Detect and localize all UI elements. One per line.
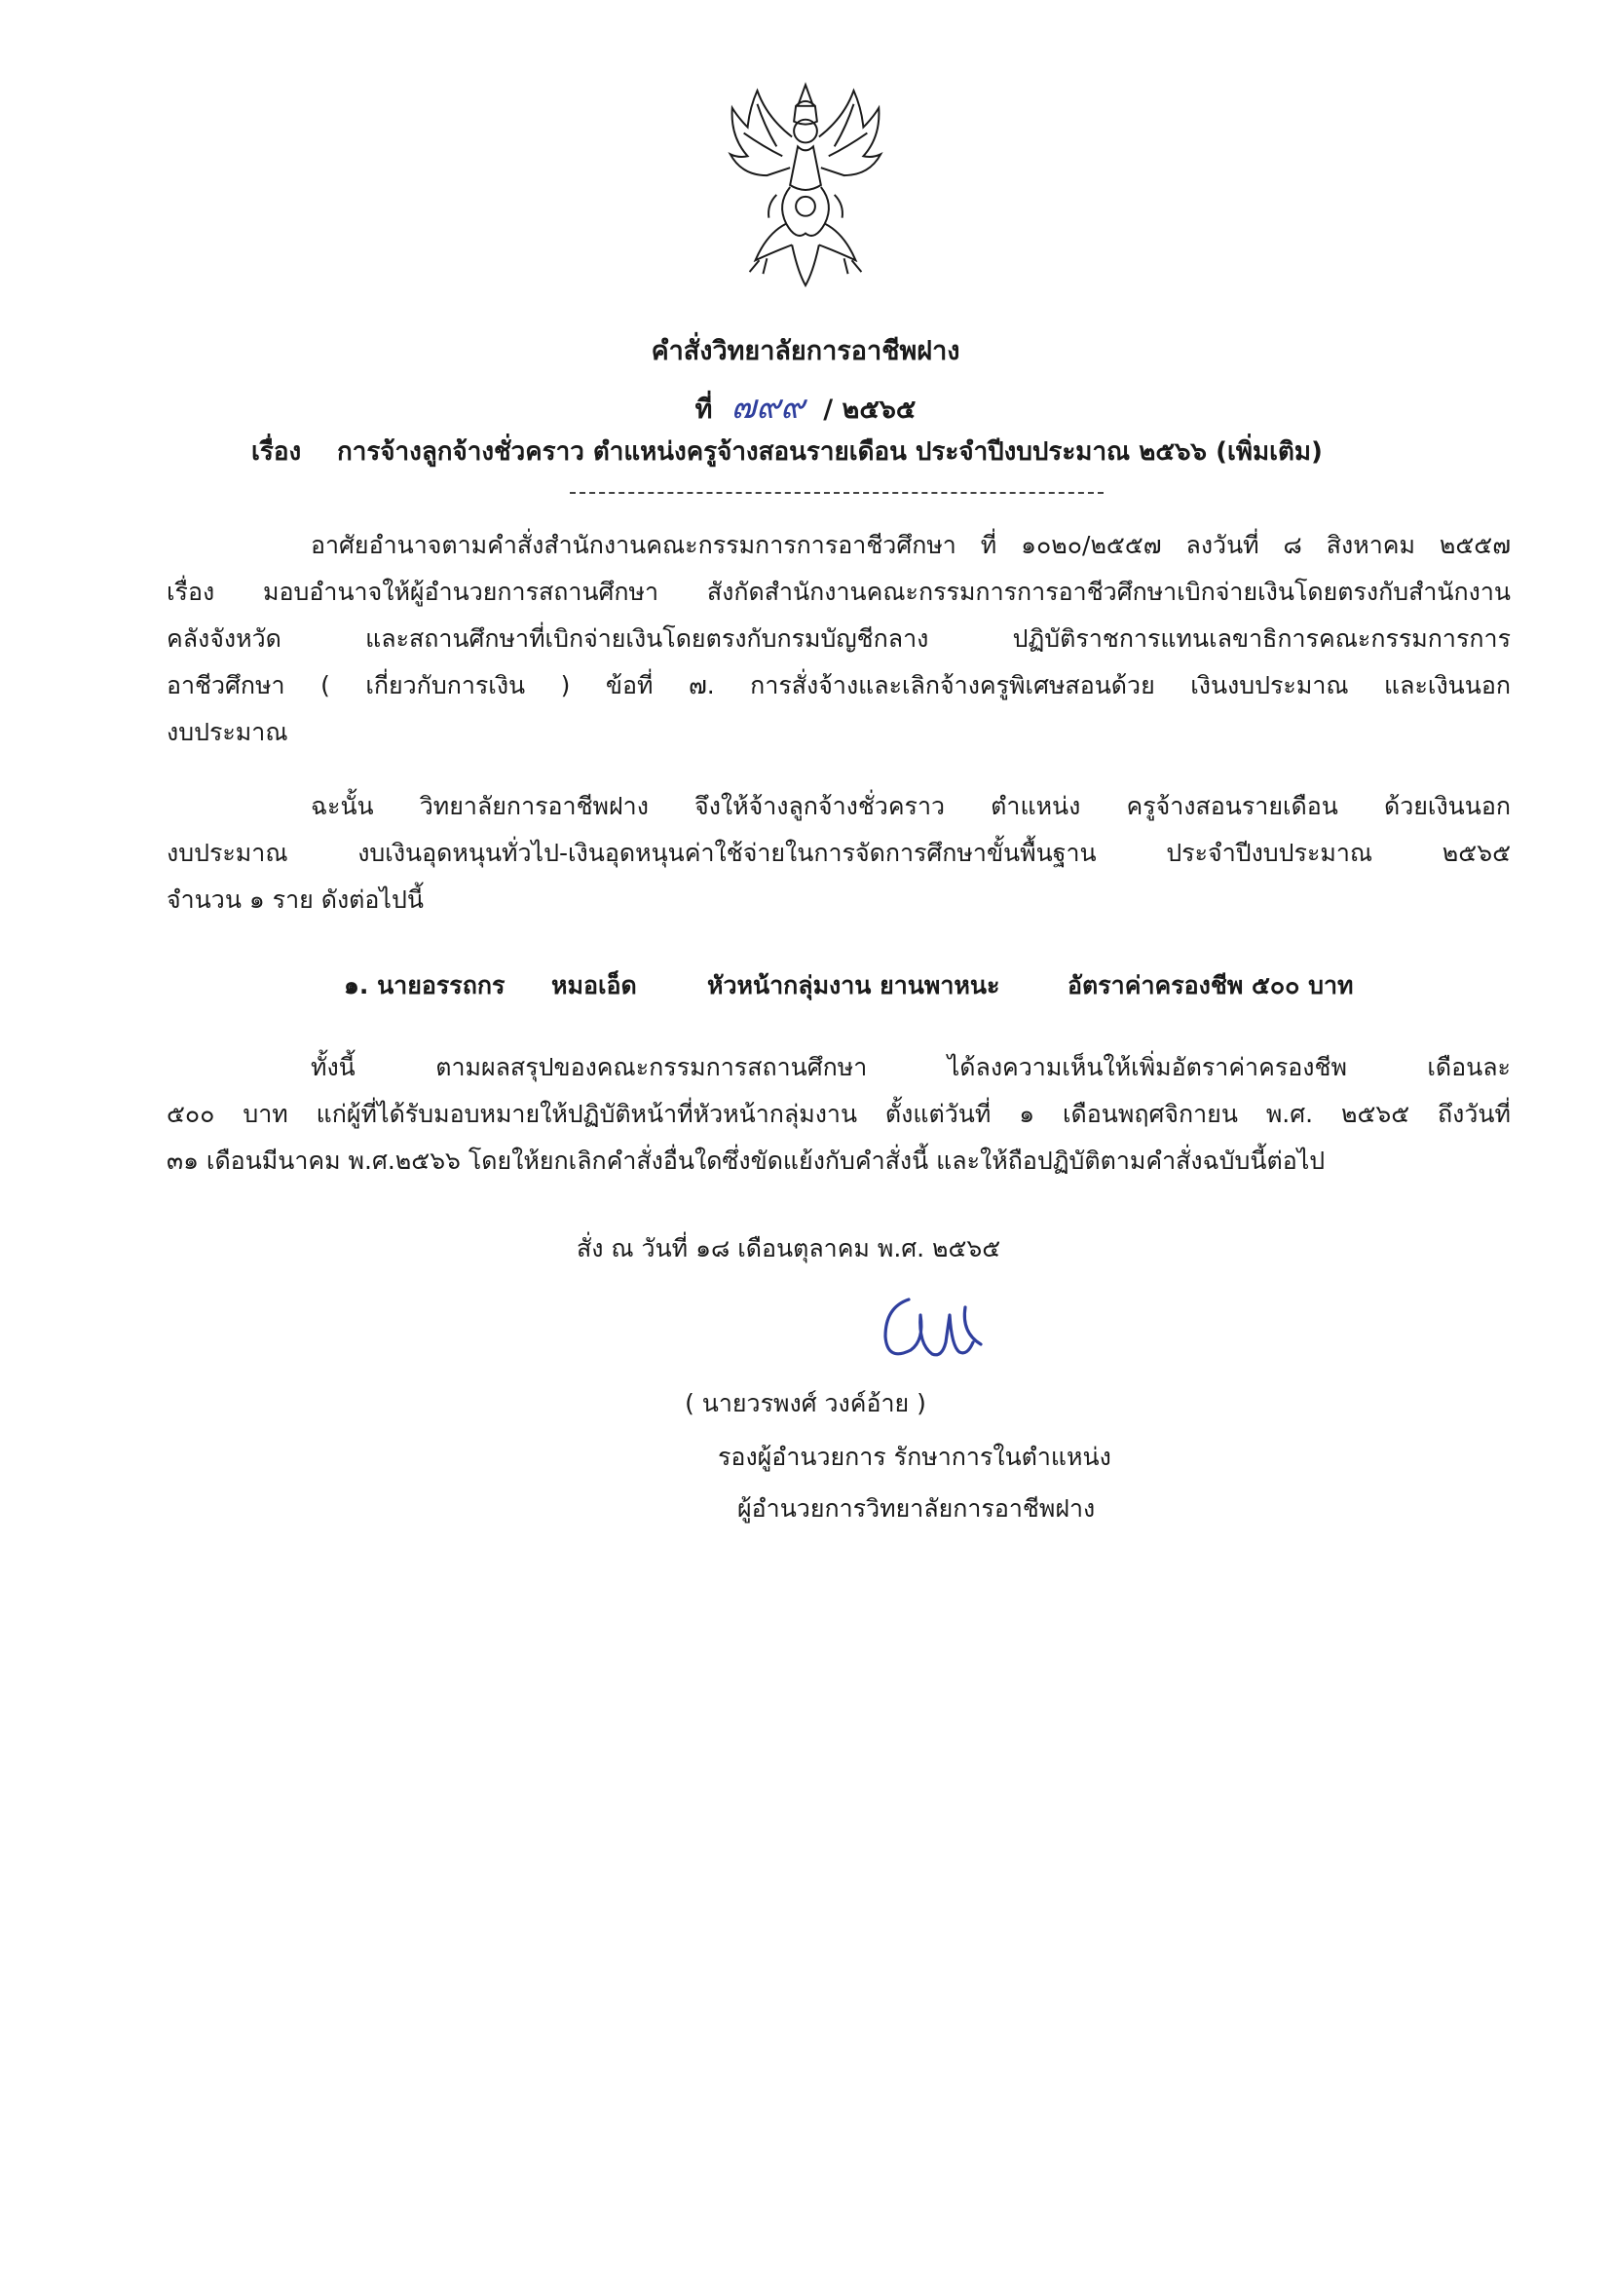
signatory-name: ( นายวรพงศ์ วงค์อ้าย ) bbox=[685, 1389, 926, 1417]
paragraph-line: งบประมาณ bbox=[167, 718, 288, 746]
employee-name: ๑. นายอรรถกร bbox=[344, 971, 506, 999]
paragraph-line: อาชีวศึกษา ( เกี่ยวกับการเงิน ) ข้อที่ ๗. การสั่งจ้างและเลิกจ้างครูพิเศษสอนด้วย เงินงบประมาณ และเงินนอก bbox=[167, 671, 1511, 699]
paragraph-line: ๕๐๐ บาท แก่ผู้ที่ได้รับมอบหมายให้ปฏิบัติหน้าที่หัวหน้ากลุ่มงาน ตั้งแต่วันที่ ๑ เดือนพฤศจิกายน พ.ศ. ๒๕๖๕ ถึงวันที่ bbox=[167, 1100, 1511, 1128]
signatory-position-line2: ผู้อำนวยการวิทยาลัยการอาชีพฝาง bbox=[737, 1494, 1096, 1523]
divider-line bbox=[570, 492, 1104, 494]
handwritten-signature bbox=[872, 1286, 998, 1374]
subject-line bbox=[251, 432, 1323, 471]
number-prefix: ที่ bbox=[694, 395, 713, 425]
paragraph-line: งบประมาณ งบเงินอุดหนุนทั่วไป-เงินอุดหนุนค่าใช้จ่ายในการจัดการศึกษาขั้นพื้นฐาน ประจำปีงบประมาณ ๒๕๖๕ bbox=[167, 839, 1511, 867]
paragraph-authority bbox=[167, 522, 1511, 756]
employee-surname: หมอเอ็ด bbox=[551, 971, 637, 999]
paragraph-line: จำนวน ๑ ราย ดังต่อไปนี้ bbox=[167, 885, 424, 914]
employee-position: หัวหน้ากลุ่มงาน ยานพาหนะ bbox=[707, 971, 1000, 999]
paragraph-hiring bbox=[167, 783, 1511, 923]
order-title: คำสั่งวิทยาลัยการอาชีพฝาง bbox=[651, 336, 960, 366]
subject-text: การจ้างลูกจ้างชั่วคราว ตำแหน่งครูจ้างสอนรายเดือน ประจำปีงบประมาณ ๒๕๖๖ (เพิ่มเติม) bbox=[337, 437, 1323, 467]
garuda-emblem bbox=[709, 78, 902, 292]
paragraph-resolution bbox=[167, 1044, 1511, 1185]
subject-label: เรื่อง bbox=[251, 437, 302, 467]
ordered-date: สั่ง ณ วันที่ ๑๘ เดือนตุลาคม พ.ศ. ๒๕๖๕ bbox=[577, 1234, 1001, 1262]
paragraph-line: ทั้งนี้ ตามผลสรุปของคณะกรรมการสถานศึกษา ได้ลงความเห็นให้เพิ่มอัตราค่าครองชีพ เดือนละ bbox=[311, 1053, 1511, 1081]
paragraph-line: เรื่อง มอบอำนาจให้ผู้อำนวยการสถานศึกษา สังกัดสำนักงานคณะกรรมการการอาชีวศึกษาเบิกจ่ายเงินโดยตรงกับสำนักงาน bbox=[167, 578, 1511, 606]
paragraph-line: ๓๑ เดือนมีนาคม พ.ศ.๒๕๖๖ โดยให้ยกเลิกคำสั่งอื่นใดซึ่งขัดแย้งกับคำสั่งนี้ และให้ถือปฏิบัติตามคำสั่งฉบับนี้ต่อไป bbox=[167, 1147, 1326, 1175]
paragraph-line: คลังจังหวัด และสถานศึกษาที่เบิกจ่ายเงินโดยตรงกับกรมบัญชีกลาง ปฏิบัติราชการแทนเลขาธิการคณะกรรมการการ bbox=[167, 624, 1511, 653]
order-number-line bbox=[0, 380, 1611, 433]
signatory-position: รองผู้อำนวยการ รักษาการในตำแหน่ง bbox=[718, 1443, 1111, 1471]
paragraph-line: ฉะนั้น วิทยาลัยการอาชีพฝาง จึงให้จ้างลูกจ้างชั่วคราว ตำแหน่ง ครูจ้างสอนรายเดือน ด้วยเงินนอก bbox=[311, 792, 1511, 820]
paragraph-line: อาศัยอำนาจตามคำสั่งสำนักงานคณะกรรมการการอาชีวศึกษา ที่ ๑๐๒๐/๒๕๕๗ ลงวันที่ ๘ สิงหาคม ๒๕๕๗ bbox=[311, 531, 1511, 559]
employee-allowance: อัตราค่าครองชีพ ๕๐๐ บาท bbox=[1068, 971, 1354, 999]
handwritten-order-number: ๗๙๙ bbox=[731, 388, 806, 427]
number-year: / ๒๕๖๕ bbox=[823, 395, 917, 425]
